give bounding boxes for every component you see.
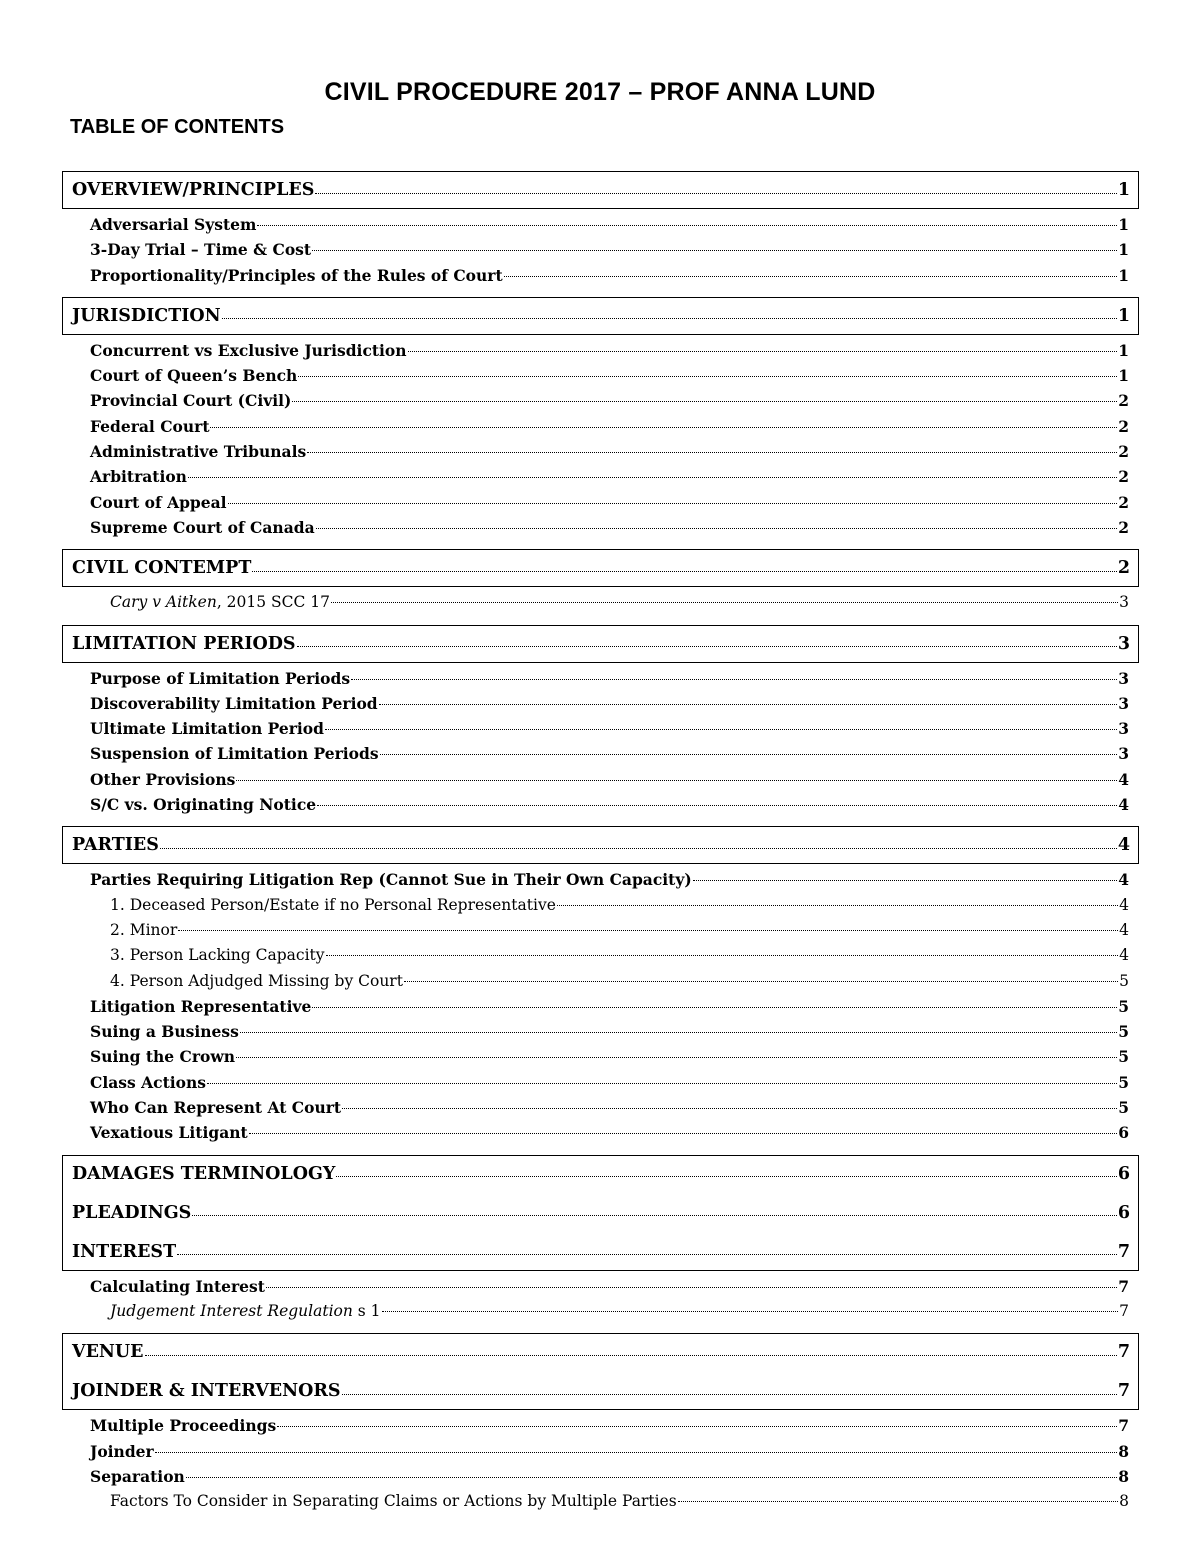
toc-group xyxy=(62,297,1139,541)
toc-group xyxy=(62,1333,1139,1515)
dot-leader xyxy=(178,930,1118,931)
page-number: 3 xyxy=(1117,633,1130,654)
page-number: 8 xyxy=(1119,1492,1129,1511)
toc-entry-title xyxy=(90,1044,235,1069)
toc-entry-title xyxy=(110,1489,677,1514)
toc-entry-title xyxy=(72,180,314,200)
page-number: 4 xyxy=(1118,795,1129,815)
toc-entry-label: PLEADINGS xyxy=(72,1202,192,1223)
page-number: 2 xyxy=(1118,467,1129,487)
page-number: 2 xyxy=(1118,391,1129,411)
page-number: 7 xyxy=(1117,1381,1130,1402)
dot-leader xyxy=(336,1176,1116,1177)
toc-entry-label: 1. Deceased Person/Estate if no Personal Representative xyxy=(110,895,556,914)
toc-entry-title xyxy=(72,1242,176,1262)
toc-section-entry[interactable] xyxy=(63,1156,1138,1192)
page-number: 3 xyxy=(1118,719,1129,739)
page-number: 4 xyxy=(1118,769,1129,789)
page-number: 4 xyxy=(1119,895,1129,914)
toc-section-entry[interactable] xyxy=(63,298,1138,334)
toc-subsection-entry[interactable] xyxy=(62,1019,1139,1044)
toc-subsubsection-entry[interactable] xyxy=(62,893,1139,918)
toc-subsection-entry[interactable] xyxy=(62,1464,1139,1489)
page-number: 7 xyxy=(1117,1241,1130,1262)
dot-leader xyxy=(382,1311,1119,1312)
subsection-list xyxy=(62,1271,1139,1326)
toc-entry-label: Who Can Represent At Court xyxy=(90,1098,342,1118)
dot-leader xyxy=(207,1083,1117,1084)
toc-section-entry[interactable] xyxy=(63,1234,1138,1270)
toc-subsection-entry[interactable] xyxy=(62,490,1139,515)
dot-leader xyxy=(408,351,1118,352)
toc-subsection-entry[interactable] xyxy=(62,414,1139,439)
dot-leader xyxy=(266,1287,1117,1288)
page-number: 5 xyxy=(1118,1072,1129,1092)
dot-leader xyxy=(404,981,1118,982)
page-number: 8 xyxy=(1118,1441,1129,1461)
dot-leader xyxy=(315,193,1116,194)
toc-subsection-entry[interactable] xyxy=(62,691,1139,716)
toc-group xyxy=(62,625,1139,819)
dot-leader xyxy=(325,729,1117,730)
dot-leader xyxy=(210,427,1117,428)
dot-leader xyxy=(504,276,1118,277)
toc-entry-title xyxy=(72,306,221,326)
toc-entry-label: Supreme Court of Canada xyxy=(90,517,315,537)
toc-subsection-entry[interactable] xyxy=(62,263,1139,288)
subsection-list xyxy=(62,335,1139,541)
page-number: 6 xyxy=(1117,1163,1130,1184)
toc-subsection-entry[interactable] xyxy=(62,464,1139,489)
toc-section-entry[interactable] xyxy=(63,1334,1138,1370)
dot-leader xyxy=(240,1032,1117,1033)
toc-entry-title xyxy=(90,414,209,439)
toc-entry-label: Factors To Consider in Separating Claims or Actions by Multiple Parties xyxy=(110,1492,677,1511)
toc-entry-title xyxy=(90,237,311,262)
toc-entry-label: Joinder xyxy=(90,1441,154,1461)
page-number: 3 xyxy=(1118,693,1129,713)
dot-leader xyxy=(342,1394,1117,1395)
page-number: 1 xyxy=(1118,240,1129,260)
dot-leader xyxy=(307,452,1117,453)
page-number: 3 xyxy=(1118,668,1129,688)
toc-entry-label: CIVIL CONTEMPT xyxy=(72,558,252,579)
toc-group xyxy=(62,826,1139,1146)
dot-leader xyxy=(145,1355,1117,1356)
page-number: 4 xyxy=(1119,946,1129,965)
dot-leader xyxy=(160,848,1117,849)
toc-section-entry[interactable] xyxy=(63,550,1138,586)
toc-entry-title xyxy=(72,1203,191,1223)
toc-entry-title xyxy=(90,666,350,691)
table-of-contents xyxy=(62,163,1139,1519)
toc-entry-label: Court of Queen’s Bench xyxy=(90,366,298,386)
toc-subsection-entry[interactable] xyxy=(62,994,1139,1019)
page-number: 3 xyxy=(1118,744,1129,764)
toc-entry-title xyxy=(90,1019,239,1044)
dot-leader xyxy=(316,528,1118,529)
toc-entry-label: Administrative Tribunals xyxy=(90,442,307,462)
toc-entry-label: Proportionality/Principles of the Rules of Court xyxy=(90,265,503,285)
page-number: 1 xyxy=(1118,265,1129,285)
section-heading-box xyxy=(62,625,1139,663)
toc-entry-title xyxy=(72,1381,341,1401)
toc-subsubsection-entry[interactable] xyxy=(62,918,1139,943)
toc-entry-label: PARTIES xyxy=(72,835,159,856)
toc-entry-label: Concurrent vs Exclusive Jurisdiction xyxy=(90,340,407,360)
toc-entry-title xyxy=(90,490,227,515)
toc-subsubsection-entry[interactable] xyxy=(62,1299,1139,1324)
toc-subsection-entry[interactable] xyxy=(62,1413,1139,1438)
toc-entry-label: INTEREST xyxy=(72,1241,177,1262)
subsection-list xyxy=(62,663,1139,819)
toc-entry-label: Suspension of Limitation Periods xyxy=(90,744,379,764)
page-number: 7 xyxy=(1118,1416,1129,1436)
toc-entry-label: S/C vs. Originating Notice xyxy=(90,795,317,815)
page-number: 8 xyxy=(1118,1466,1129,1486)
toc-entry-label: LIMITATION PERIODS xyxy=(72,633,296,654)
page-number: 5 xyxy=(1118,1047,1129,1067)
toc-entry-title xyxy=(110,893,556,918)
toc-subsection-entry[interactable] xyxy=(62,666,1139,691)
toc-entry-title xyxy=(90,767,235,792)
toc-entry-title xyxy=(72,1342,144,1362)
toc-entry-title xyxy=(90,1413,276,1438)
page-number: 7 xyxy=(1119,1301,1129,1320)
dot-leader xyxy=(342,1108,1117,1109)
section-heading-box xyxy=(62,549,1139,587)
toc-subsection-entry[interactable] xyxy=(62,716,1139,741)
toc-entry-title xyxy=(90,1439,154,1464)
toc-entry-title xyxy=(90,792,316,817)
section-heading-box xyxy=(62,1333,1139,1410)
toc-entry-title xyxy=(90,212,256,237)
toc-entry-title xyxy=(110,590,330,615)
toc-entry-title xyxy=(110,943,325,968)
toc-group xyxy=(62,549,1139,616)
toc-entry-label: Suing a Business xyxy=(90,1022,239,1042)
toc-heading: TABLE OF CONTENTS xyxy=(70,116,285,138)
toc-entry-label: DAMAGES TERMINOLOGY xyxy=(72,1163,336,1184)
toc-entry-label: Vexatious Litigant xyxy=(90,1123,248,1143)
page-number: 1 xyxy=(1118,366,1129,386)
toc-subsubsection-entry[interactable] xyxy=(62,969,1139,994)
toc-entry-title xyxy=(90,1464,185,1489)
toc-entry-title xyxy=(72,835,159,855)
section-heading-box xyxy=(62,826,1139,864)
page-number: 2 xyxy=(1117,558,1130,579)
toc-entry-title xyxy=(90,691,378,716)
toc-subsection-entry[interactable] xyxy=(62,767,1139,792)
dot-leader xyxy=(236,780,1117,781)
dot-leader xyxy=(292,401,1117,402)
toc-entry-label: Court of Appeal xyxy=(90,492,227,512)
toc-entry-title xyxy=(90,1274,265,1299)
page-number: 1 xyxy=(1118,215,1129,234)
dot-leader xyxy=(379,704,1118,705)
subsection-list xyxy=(62,209,1139,289)
toc-entry-title xyxy=(90,741,379,766)
dot-leader xyxy=(380,754,1118,755)
toc-subsection-entry[interactable] xyxy=(62,388,1139,413)
subsection-list xyxy=(62,587,1139,616)
page-number: 5 xyxy=(1118,1022,1129,1042)
toc-subsection-entry[interactable] xyxy=(62,1120,1139,1145)
dot-leader xyxy=(678,1501,1118,1502)
section-heading-box xyxy=(62,297,1139,335)
toc-entry-label: VENUE xyxy=(72,1342,144,1363)
toc-entry-label: Purpose of Limitation Periods xyxy=(90,668,351,688)
dot-leader xyxy=(277,1426,1117,1427)
toc-entry-title xyxy=(110,969,403,994)
toc-entry-label: 2. Minor xyxy=(110,920,178,939)
toc-entry-label: Arbitration xyxy=(90,467,187,487)
toc-section-entry[interactable] xyxy=(63,172,1138,208)
page-number: 2 xyxy=(1118,492,1129,512)
toc-section-entry[interactable] xyxy=(63,1195,1138,1231)
dot-leader xyxy=(155,1452,1118,1453)
toc-entry-label: Discoverability Limitation Period xyxy=(90,693,378,713)
dot-leader xyxy=(693,880,1118,881)
page-number: 7 xyxy=(1118,1276,1129,1296)
dot-leader xyxy=(228,503,1118,504)
page-number: 1 xyxy=(1117,180,1130,200)
dot-leader xyxy=(326,955,1119,956)
toc-subsection-entry[interactable] xyxy=(62,439,1139,464)
toc-entry-title xyxy=(90,439,306,464)
dot-leader xyxy=(222,318,1117,319)
toc-entry-title xyxy=(90,867,692,892)
toc-entry-label: Suing the Crown xyxy=(90,1047,235,1067)
toc-subsubsection-entry[interactable] xyxy=(62,943,1139,968)
toc-entry-title xyxy=(90,263,503,288)
toc-group xyxy=(62,1155,1139,1326)
toc-entry-title xyxy=(90,363,297,388)
toc-subsection-entry[interactable] xyxy=(62,1095,1139,1120)
toc-entry-label: Separation xyxy=(90,1466,185,1486)
page-number: 6 xyxy=(1118,1123,1129,1143)
page-number: 5 xyxy=(1118,996,1129,1016)
dot-leader xyxy=(312,1007,1117,1008)
dot-leader xyxy=(257,225,1117,226)
toc-subsection-entry[interactable] xyxy=(62,1070,1139,1095)
toc-subsection-entry[interactable] xyxy=(62,792,1139,817)
page-number: 2 xyxy=(1118,442,1129,462)
dot-leader xyxy=(331,602,1118,603)
toc-entry-title xyxy=(72,634,296,654)
toc-entry-title xyxy=(110,918,177,943)
toc-section-entry[interactable] xyxy=(63,626,1138,662)
toc-section-entry[interactable] xyxy=(63,827,1138,863)
toc-entry-label: Provincial Court (Civil) xyxy=(90,391,292,411)
dot-leader xyxy=(557,905,1118,906)
toc-subsection-entry[interactable] xyxy=(62,1274,1139,1299)
toc-subsubsection-entry[interactable] xyxy=(62,590,1139,615)
toc-entry-title xyxy=(90,464,187,489)
toc-subsection-entry[interactable] xyxy=(62,363,1139,388)
dot-leader xyxy=(312,250,1117,251)
toc-entry-title xyxy=(90,388,291,413)
page-number: 7 xyxy=(1117,1342,1130,1363)
page-number: 5 xyxy=(1118,1098,1129,1118)
page-number: 6 xyxy=(1117,1202,1130,1223)
page-number: 2 xyxy=(1118,416,1129,436)
page-number: 1 xyxy=(1117,305,1130,326)
toc-entry-label: JURISDICTION xyxy=(72,305,221,326)
subsection-list xyxy=(62,1410,1139,1515)
page-number: 3 xyxy=(1119,593,1129,612)
toc-entry-label: Multiple Proceedings xyxy=(90,1416,277,1436)
toc-entry-label: Calculating Interest xyxy=(90,1276,265,1296)
toc-subsection-entry[interactable] xyxy=(62,212,1139,237)
dot-leader xyxy=(317,805,1117,806)
toc-entry-title xyxy=(90,1120,248,1145)
toc-entry-label: 3-Day Trial – Time & Cost xyxy=(90,240,312,260)
toc-entry-title xyxy=(90,338,407,363)
toc-entry-label: Federal Court xyxy=(90,416,210,436)
dot-leader xyxy=(177,1254,1117,1255)
toc-entry-title xyxy=(72,1164,335,1184)
dot-leader xyxy=(298,376,1117,377)
toc-entry-title xyxy=(72,558,251,578)
toc-entry-label: 3. Person Lacking Capacity xyxy=(110,946,325,965)
page-number: 2 xyxy=(1118,517,1129,537)
toc-entry-title xyxy=(90,716,324,741)
dot-leader xyxy=(297,646,1117,647)
toc-subsection-entry[interactable] xyxy=(62,1439,1139,1464)
toc-entry-label: Other Provisions xyxy=(90,769,236,789)
dot-leader xyxy=(186,1477,1117,1478)
subsection-list xyxy=(62,864,1139,1146)
dot-leader xyxy=(252,571,1116,572)
dot-leader xyxy=(236,1057,1117,1058)
toc-entry-label: Adversarial System xyxy=(90,215,257,234)
toc-group xyxy=(62,171,1139,289)
toc-subsection-entry[interactable] xyxy=(62,741,1139,766)
toc-section-entry[interactable] xyxy=(63,1373,1138,1409)
section-heading-box xyxy=(62,1155,1139,1271)
toc-subsection-entry[interactable] xyxy=(62,237,1139,262)
toc-entry-label: Parties Requiring Litigation Rep (Cannot Sue in Their Own Capacity) xyxy=(90,870,692,890)
dot-leader xyxy=(188,477,1117,478)
dot-leader xyxy=(249,1133,1118,1134)
page-number: 4 xyxy=(1117,835,1130,856)
toc-subsection-entry[interactable] xyxy=(62,867,1139,892)
toc-entry-citation: , 2015 SCC 17 xyxy=(216,593,331,612)
toc-subsection-entry[interactable] xyxy=(62,1044,1139,1069)
toc-entry-label: Class Actions xyxy=(90,1072,206,1092)
toc-entry-label: Cary v Aitken xyxy=(110,593,217,612)
document-title: CIVIL PROCEDURE 2017 – PROF ANNA LUND xyxy=(324,78,876,106)
dot-leader xyxy=(192,1215,1116,1216)
toc-subsubsection-entry[interactable] xyxy=(62,1489,1139,1514)
toc-entry-citation: s 1 xyxy=(352,1301,381,1320)
toc-subsection-entry[interactable] xyxy=(62,338,1139,363)
toc-subsection-entry[interactable] xyxy=(62,515,1139,540)
toc-entry-title xyxy=(90,994,311,1019)
toc-entry-label: JOINDER & INTERVENORS xyxy=(72,1381,341,1402)
dot-leader xyxy=(351,679,1117,680)
page-number: 5 xyxy=(1119,971,1129,990)
toc-entry-label: 4. Person Adjudged Missing by Court xyxy=(110,971,403,990)
toc-entry-label: Judgement Interest Regulation xyxy=(110,1301,353,1320)
page-number: 4 xyxy=(1118,870,1129,890)
toc-entry-title xyxy=(90,1070,206,1095)
toc-entry-title xyxy=(90,1095,341,1120)
toc-entry-label: Litigation Representative xyxy=(90,996,312,1016)
toc-entry-label: Ultimate Limitation Period xyxy=(90,719,324,739)
section-heading-box xyxy=(62,171,1139,209)
toc-entry-title xyxy=(110,1299,381,1324)
page-number: 4 xyxy=(1119,920,1129,939)
toc-entry-title xyxy=(90,515,315,540)
toc-entry-label: OVERVIEW/PRINCIPLES xyxy=(72,180,315,200)
page-number: 1 xyxy=(1118,340,1129,360)
